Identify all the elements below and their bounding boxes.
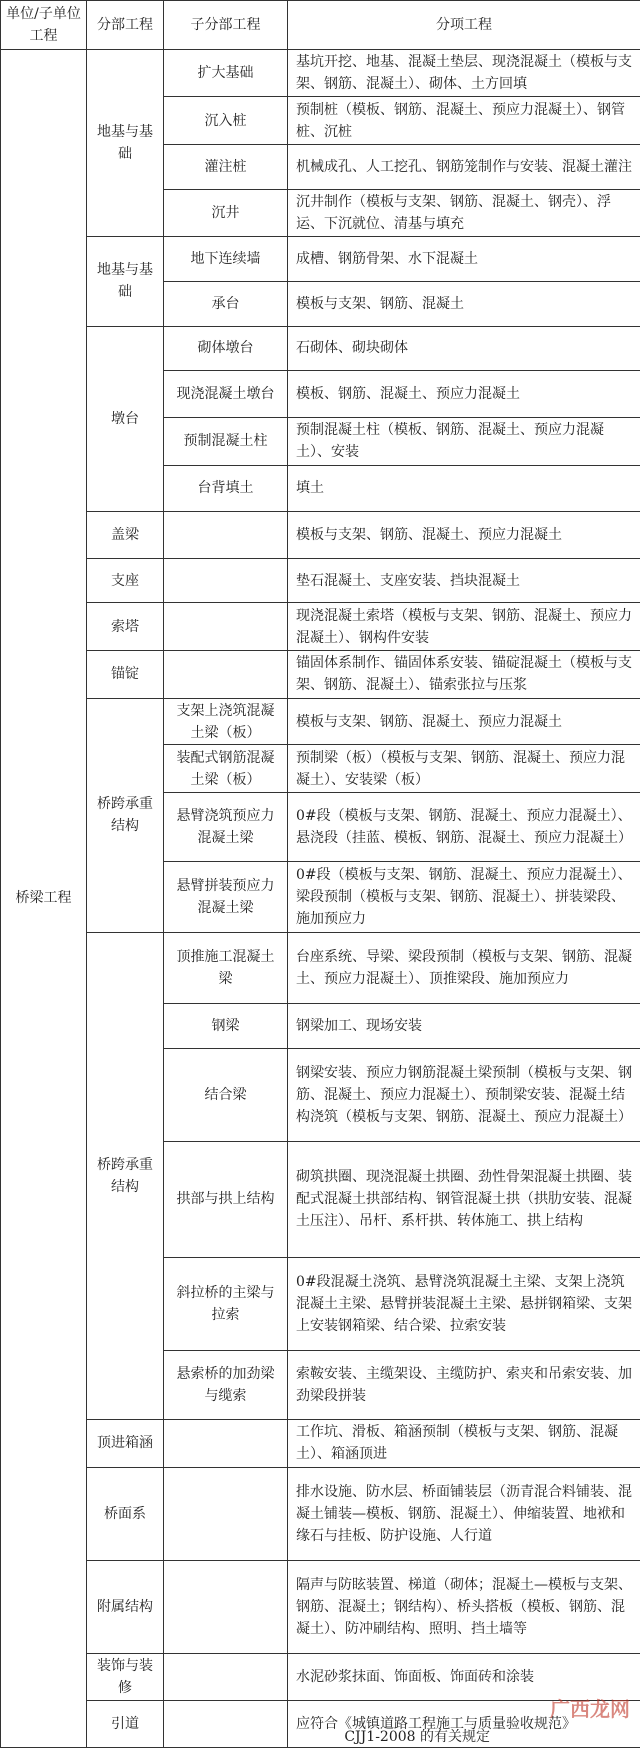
part-cell: 支座	[87, 558, 164, 603]
header-subpart: 子分部工程	[164, 1, 288, 50]
item-cell: 模板、钢筋、混凝土、预应力混凝土	[288, 371, 640, 418]
subpart-cell: 钢梁	[164, 1004, 288, 1049]
item-cell: 台座系统、导梁、梁段预制（模板与支架、钢筋、混凝土、预应力混凝土）、顶推梁段、施加预应力	[288, 933, 640, 1004]
item-cell: 沉井制作（模板与支架、钢筋、混凝土、钢壳）、浮运、下沉就位、清基与填充	[288, 189, 640, 237]
subpart-cell	[164, 651, 288, 699]
table-row	[1, 326, 640, 371]
item-cell: 基坑开挖、地基、混凝土垫层、现浇混凝土（模板与支架、钢筋、混凝土）、砌体、土方回填	[288, 49, 640, 97]
table-row	[1, 49, 640, 97]
header-row	[1, 1, 640, 50]
table-row	[1, 512, 640, 559]
part-cell: 附属结构	[87, 1561, 164, 1654]
item-cell: 填土	[288, 465, 640, 512]
part-cell: 盖梁	[87, 512, 164, 559]
subpart-cell: 现浇混凝土墩台	[164, 371, 288, 418]
header-item: 分项工程	[288, 1, 640, 50]
subpart-cell: 灌注桩	[164, 145, 288, 190]
subpart-cell: 承台	[164, 281, 288, 326]
subpart-cell: 悬索桥的加劲梁与缆索	[164, 1351, 288, 1420]
subpart-cell	[164, 1420, 288, 1468]
table-row	[1, 1701, 640, 1748]
item-cell: 模板与支架、钢筋、混凝土、预应力混凝土	[288, 698, 640, 745]
item-cell: 工作坑、滑板、箱涵预制（模板与支架、钢筋、混凝土）、箱涵顶进	[288, 1420, 640, 1468]
header-unit: 单位/子单位工程	[1, 1, 87, 50]
part-cell: 锚锭	[87, 651, 164, 699]
part-cell: 索塔	[87, 603, 164, 651]
item-cell: 预制混凝土柱（模板、钢筋、混凝土、预应力混凝土）、安装	[288, 417, 640, 465]
subpart-cell: 顶推施工混凝土梁	[164, 933, 288, 1004]
item-cell: 预制梁（板）（模板与支架、钢筋、混凝土、预应力混凝土）、安装梁（板）	[288, 745, 640, 793]
subpart-cell: 悬臂拼装预应力混凝土梁	[164, 862, 288, 933]
table-row	[1, 603, 640, 651]
table-row	[1, 1420, 640, 1468]
table-row	[1, 651, 640, 699]
subpart-cell: 结合梁	[164, 1048, 288, 1141]
item-cell: 钢梁加工、现场安装	[288, 1004, 640, 1049]
header-part: 分部工程	[87, 1, 164, 50]
item-cell: 成槽、钢筋骨架、水下混凝土	[288, 237, 640, 282]
table-row	[1, 1467, 640, 1560]
subpart-cell: 沉入桩	[164, 97, 288, 145]
part-cell: 桥面系	[87, 1467, 164, 1560]
subpart-cell: 地下连续墙	[164, 237, 288, 282]
part-cell: 桥跨承重结构	[87, 698, 164, 932]
part-cell: 引道	[87, 1701, 164, 1748]
subpart-cell: 台背填土	[164, 465, 288, 512]
subpart-cell: 斜拉桥的主梁与拉索	[164, 1257, 288, 1350]
subpart-cell	[164, 1654, 288, 1701]
subpart-cell	[164, 1561, 288, 1654]
table-row	[1, 558, 640, 603]
item-cell: 应符合《城镇道路工程施工与质量验收规范》	[288, 1701, 640, 1748]
item-cell: 钢梁安装、预应力钢筋混凝土梁预制（模板与支架、钢筋、混凝土、预应力混凝土）、预制梁安装、混凝土结构浇筑（模板与支架、钢筋、混凝土、预应力混凝土）	[288, 1048, 640, 1141]
watermark-logo: 广西龙网	[550, 1697, 630, 1721]
subpart-cell: 拱部与拱上结构	[164, 1142, 288, 1258]
item-cell: 0#段（模板与支架、钢筋、混凝土、预应力混凝土）、梁段预制（模板与支架、钢筋、混凝土）、拼装梁段、施加预应力	[288, 862, 640, 933]
table-row	[1, 698, 640, 745]
subpart-cell: 预制混凝土柱	[164, 417, 288, 465]
subpart-cell	[164, 558, 288, 603]
part-cell: 墩台	[87, 326, 164, 512]
subpart-cell: 悬臂浇筑预应力混凝土梁	[164, 793, 288, 862]
part-cell: 顶进箱涵	[87, 1420, 164, 1468]
item-cell: 排水设施、防水层、桥面铺装层（沥青混合料铺装、混凝土铺装—模板、钢筋、混凝土）、伸缩装置、地袱和缘石与挂板、防护设施、人行道	[288, 1467, 640, 1560]
subpart-cell: 扩大基础	[164, 49, 288, 97]
item-cell: 0#段（模板与支架、钢筋、混凝土、预应力混凝土）、悬浇段（挂蓝、模板、钢筋、混凝土、预应力混凝土）	[288, 793, 640, 862]
item-cell: 隔声与防眩装置、梯道（砌体；混凝土—模板与支架、钢筋、混凝土；钢结构）、桥头搭板（模板、钢筋、混凝土）、防冲刷结构、照明、挡土墙等	[288, 1561, 640, 1654]
part-cell: 桥跨承重结构	[87, 933, 164, 1420]
part-cell: 装饰与装修	[87, 1654, 164, 1701]
subpart-cell	[164, 603, 288, 651]
item-cell: 预制桩（模板、钢筋、混凝土、预应力混凝土）、钢管桩、沉桩	[288, 97, 640, 145]
item-cell: 垫石混凝土、支座安装、挡块混凝土	[288, 558, 640, 603]
table-row	[1, 1654, 640, 1701]
part-cell: 地基与基础	[87, 49, 164, 237]
item-cell: 砌筑拱圈、现浇混凝土拱圈、劲性骨架混凝土拱圈、装配式混凝土拱部结构、钢管混凝土拱（拱肋安装、混凝土压注）、吊杆、系杆拱、转体施工、拱上结构	[288, 1142, 640, 1258]
part-cell: 地基与基础	[87, 237, 164, 326]
bottom-line-text: CJJ1-2008 的有关规定	[344, 1729, 490, 1745]
item-cell: 0#段混凝土浇筑、悬臂浇筑混凝土主梁、支架上浇筑混凝土主梁、悬臂拼装混凝土主梁、悬拼钢箱梁、支架上安装钢箱梁、结合梁、拉索安装	[288, 1257, 640, 1350]
subpart-cell	[164, 1467, 288, 1560]
subpart-cell: 装配式钢筋混凝土梁（板）	[164, 745, 288, 793]
item-cell: 模板与支架、钢筋、混凝土	[288, 281, 640, 326]
item-cell: 索鞍安装、主缆架设、主缆防护、索夹和吊索安装、加劲梁段拼装	[288, 1351, 640, 1420]
subpart-cell: 砌体墩台	[164, 326, 288, 371]
subpart-cell: 沉井	[164, 189, 288, 237]
item-cell: 现浇混凝土索塔（模板与支架、钢筋、混凝土、预应力混凝土）、钢构件安装	[288, 603, 640, 651]
subpart-cell: 支架上浇筑混凝土梁（板）	[164, 698, 288, 745]
table-row	[1, 237, 640, 282]
table-row	[1, 1561, 640, 1654]
item-cell: 石砌体、砌块砌体	[288, 326, 640, 371]
subpart-cell	[164, 512, 288, 559]
item-cell: 水泥砂浆抹面、饰面板、饰面砖和涂装	[288, 1654, 640, 1701]
subpart-cell	[164, 1701, 288, 1748]
table-row	[1, 933, 640, 1004]
item-cell: 锚固体系制作、锚固体系安装、锚碇混凝土（模板与支架、钢筋、混凝土）、锚索张拉与压浆	[288, 651, 640, 699]
item-cell: 机械成孔、人工挖孔、钢筋笼制作与安装、混凝土灌注	[288, 145, 640, 190]
item-cell: 模板与支架、钢筋、混凝土、预应力混凝土	[288, 512, 640, 559]
unit-name-cell: 桥梁工程	[1, 49, 87, 1747]
